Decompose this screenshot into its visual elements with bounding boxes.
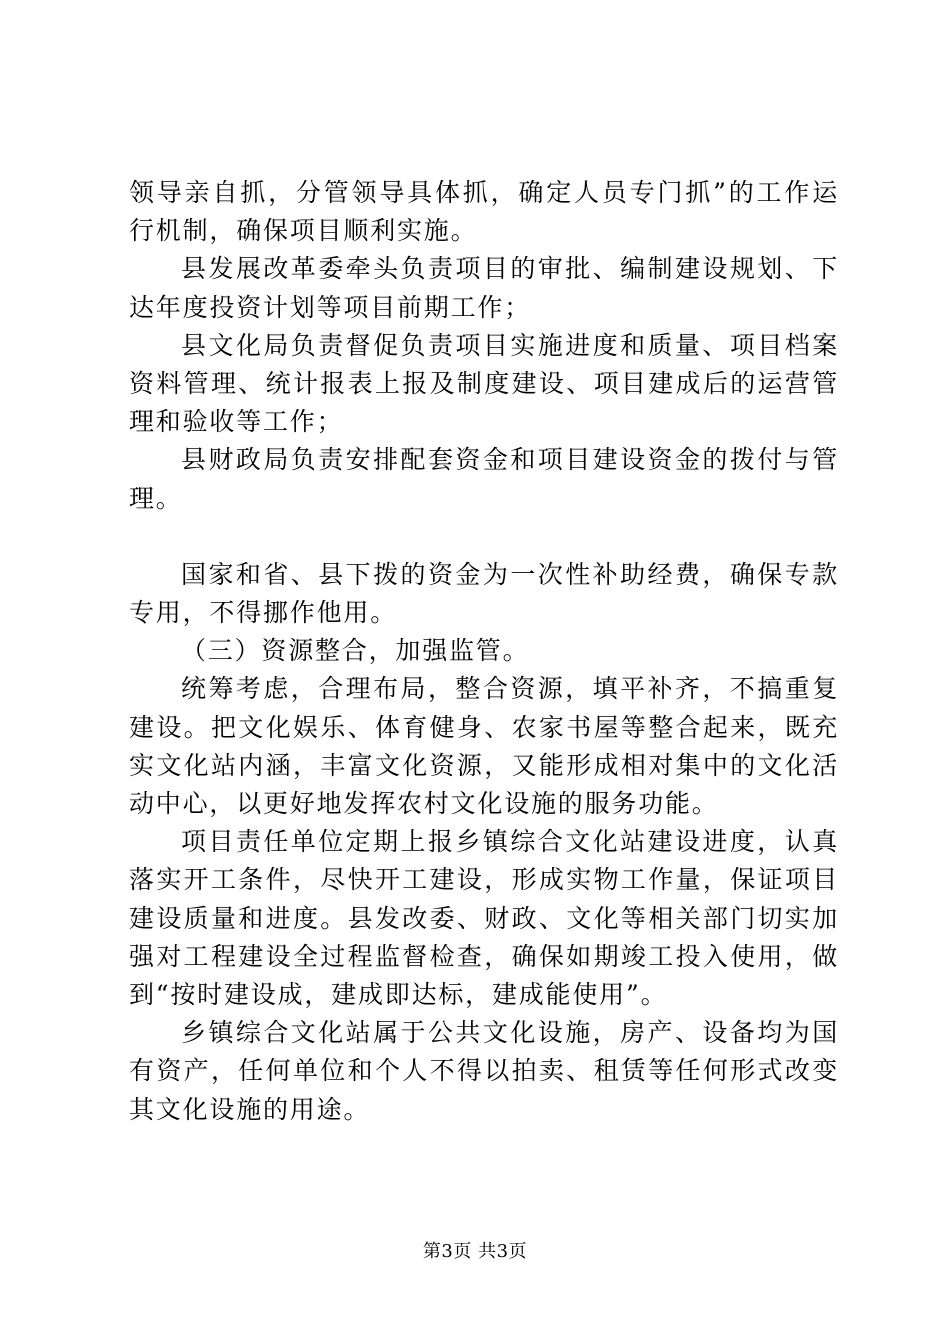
paragraph-planning: 统筹考虑，合理布局，整合资源，填平补齐，不搞重复建设。把文化娱乐、体育健身、农家书屋等整合起来，既充实文化站内涵，丰富文化资源，又能形成相对集中的文化活动中心，以更好地发挥农村文化设施的服务功能。 xyxy=(129,674,839,819)
page-number: 第3页 共3页 xyxy=(422,1241,528,1262)
paragraph-development-reform: 县发展改革委牵头负责项目的审批、编制建设规划、下达年度投资计划等项目前期工作； xyxy=(129,254,839,322)
paragraph-finance-bureau: 县财政局负责安排配套资金和项目建设资金的拨付与管理。 xyxy=(129,445,839,513)
paragraph-progress-reporting: 项目责任单位定期上报乡镇综合文化站建设进度，认真落实开工条件，尽快开工建设，形成实物工作量，保证项目建设质量和进度。县发改委、财政、文化等相关部门切实加强对工程建设全过程监督检查，确保如期竣工投入使用，做到“按时建设成，建成即达标，建成能使用”。 xyxy=(129,827,839,1010)
document-body xyxy=(129,174,839,1129)
paragraph-funding: 国家和省、县下拨的资金为一次性补助经费，确保专款专用，不得挪作他用。 xyxy=(129,559,839,628)
section-heading-resource-integration: （三）资源整合，加强监管。 xyxy=(181,636,530,666)
paragraph-culture-bureau: 县文化局负责督促负责项目实施进度和质量、项目档案资料管理、统计报表上报及制度建设、项目建成后的运营管理和验收等工作； xyxy=(129,330,839,437)
paragraph-continuation: 领导亲自抓，分管领导具体抓，确定人员专门抓”的工作运行机制，确保项目顺利实施。 xyxy=(129,178,839,246)
paragraph-public-assets: 乡镇综合文化站属于公共文化设施，房产、设备均为国有资产，任何单位和个人不得以拍卖、租赁等任何形式改变其文化设施的用途。 xyxy=(129,1018,839,1124)
